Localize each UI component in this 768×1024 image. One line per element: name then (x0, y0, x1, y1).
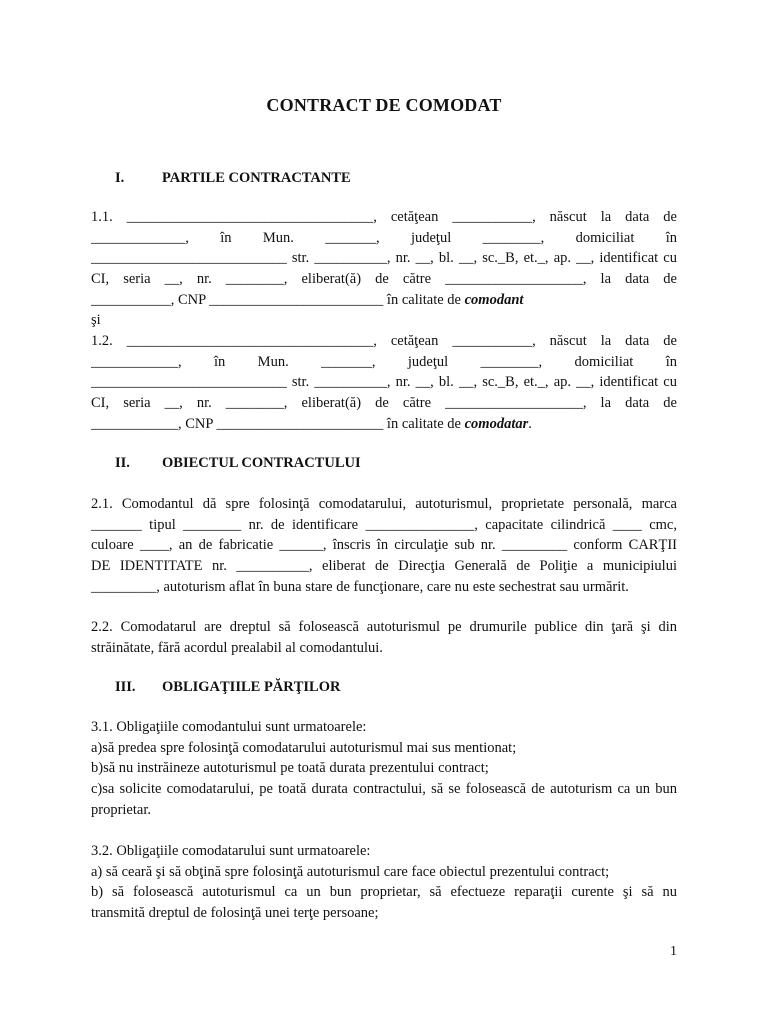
text-line: CI, seria __, nr. ________, eliberat(ă) de către ___________________, la data de (91, 395, 677, 412)
text-line: 2.1. Comodantul dă spre folosinţă comodatarului, autoturismul, proprietate personală, marca (91, 496, 677, 512)
text-fragment: . (528, 415, 532, 432)
document-title: CONTRACT DE COMODAT (266, 95, 502, 115)
text-fragment: ___________, CNP ________________________ în calitate de (91, 291, 465, 308)
conjunction-text: şi (91, 312, 101, 329)
section-title: PARTILE CONTRACTANTE (162, 170, 351, 186)
text-line: transmită dreptul de folosinţă unei terţe persoane; (91, 905, 379, 922)
text-line: 1.2. __________________________________, cetăţean ___________, născut la data de (91, 333, 677, 349)
text-line: c)sa solicite comodatarului, pe toată durata contractului, să se folosească de autoturism ca un bun (91, 781, 677, 798)
section-number: I. (115, 170, 125, 186)
obligations-paragraph-3-1 (91, 717, 677, 820)
text-line: 3.2. Obligaţiile comodatarului sunt urmatoarele: (91, 843, 371, 859)
text-line: ____________, în Mun. _______, judeţul ________, domiciliat în (91, 353, 677, 370)
text-line: _____________, în Mun. _______, judeţul ________, domiciliat în (91, 229, 677, 246)
section-title: OBIECTUL CONTRACTULUI (162, 455, 361, 471)
role-comodatar: comodatar (464, 415, 529, 432)
section-number: III. (115, 679, 136, 695)
text-line: DE IDENTITATE nr. __________, eliberat de Direcţia Generală de Poliţie a municipiului (91, 558, 677, 575)
obligations-paragraph-3-2 (91, 841, 677, 924)
text-line: b)să nu instrăineze autoturismul pe toată durata prezentului contract; (91, 760, 489, 777)
object-paragraph-2-1 (91, 494, 677, 597)
text-line: b) să folosească autoturismul ca un bun proprietar, să efectueze reparaţii curente şi să nu (91, 884, 677, 901)
text-line: culoare ____, an de fabricatie ______, înscris în circulaţie sub nr. _________ conform CARŢII (91, 537, 677, 554)
text-line: ___________________________ str. __________, nr. __, bl. __, sc._B, et._, ap. __, identificat cu (91, 250, 677, 267)
text-line: 2.2. Comodatarul are dreptul să folosească autoturismul pe drumurile publice din ţară şi din (91, 619, 677, 635)
party-2-paragraph (91, 331, 677, 434)
text-line: străinătate, fără acordul prealabil al comodantului. (91, 639, 383, 656)
object-paragraph-2-2 (91, 617, 677, 658)
page-number: 1 (670, 944, 677, 959)
section-title: OBLIGAŢIILE PĂRŢILOR (162, 679, 341, 695)
text-line: ___________________________ str. __________, nr. __, bl. __, sc._B, et._, ap. __, identificat cu (91, 374, 677, 391)
text-fragment: ____________, CNP _______________________ în calitate de (91, 415, 465, 432)
text-line: _______ tipul ________ nr. de identificare _______________, capacitate cilindrică ____ cmc, (91, 516, 677, 533)
section-heading-1 (115, 170, 351, 187)
section-heading-3 (115, 679, 340, 696)
text-line: 1.1. __________________________________, cetăţean ___________, născut la data de (91, 209, 677, 225)
text-line: 3.1. Obligaţiile comodantului sunt urmatoarele: (91, 719, 367, 735)
role-comodant: comodant (464, 291, 524, 308)
text-line: CI, seria __, nr. ________, eliberat(ă) de către ___________________, la data de (91, 271, 677, 288)
party-1-paragraph (91, 207, 677, 331)
text-line (91, 290, 677, 311)
text-line (91, 414, 677, 435)
text-line: a)să predea spre folosinţă comodatarului autoturismul mai sus mentionat; (91, 739, 517, 756)
text-line: _________, autoturism aflat în buna stare de funcţionare, care nu este sechestrat sau urmărit. (91, 578, 629, 595)
section-heading-2 (115, 455, 361, 472)
text-line: a) să ceară şi să obţină spre folosinţă autoturismul care face obiectul prezentului contract; (91, 863, 610, 880)
text-line: proprietar. (91, 801, 151, 818)
section-number: II. (115, 455, 130, 471)
